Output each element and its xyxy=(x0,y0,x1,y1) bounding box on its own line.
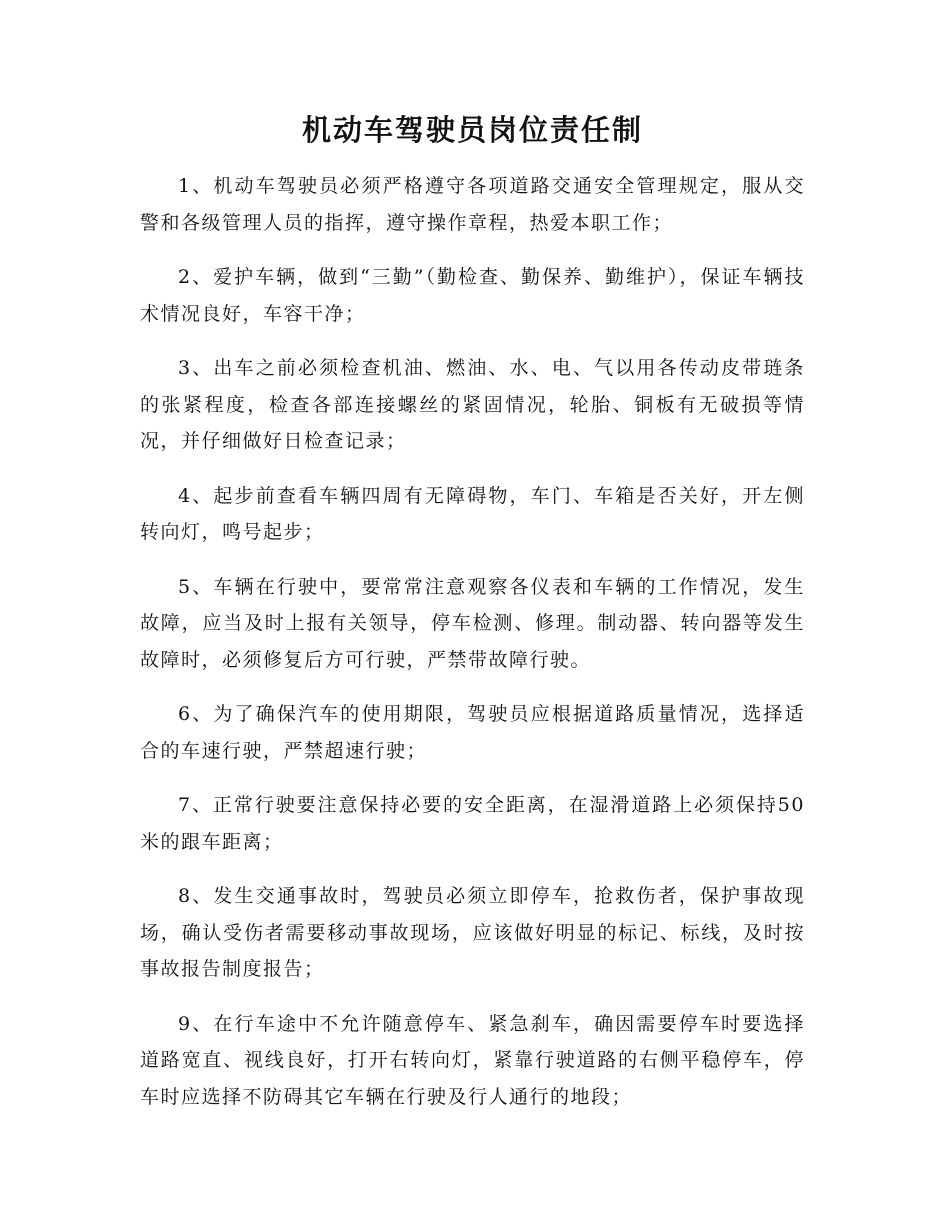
article-6: 6、为了确保汽车的使用期限，驾驶员应根据道路质量情况，选择适合的车速行驶，严禁超速行驶； xyxy=(140,703,805,762)
article-3: 3、出车之前必须检查机油、燃油、水、电、气以用各传动皮带琏条的张紧程度，检查各部连接螺丝的紧固情况，轮胎、铜板有无破损等情况，并仔细做好日检查记录； xyxy=(140,357,805,452)
article-1: 1、机动车驾驶员必须严格遵守各项道路交通安全管理规定，服从交警和各级管理人员的指挥，遵守操作章程，热爱本职工作； xyxy=(140,175,805,234)
document-title: 机动车驾驶员岗位责任制 xyxy=(301,113,643,147)
document-page xyxy=(140,110,805,1133)
article-8: 8、发生交通事故时，驾驶员必须立即停车，抢救伤者，保护事故现场，确认受伤者需要移动事故现场，应该做好明显的标记、标线，及时按事故报告制度报告； xyxy=(140,885,805,980)
article-list xyxy=(140,168,805,1115)
article-7: 7、正常行驶要注意保持必要的安全距离，在湿滑道路上必须保持50米的跟车距离； xyxy=(140,794,805,853)
article-9: 9、在行车途中不允许随意停车、紧急刹车，确因需要停车时要选择道路宽直、视线良好，打开右转向灯，紧靠行驶道路的右侧平稳停车，停车时应选择不防碍其它车辆在行驶及行人通行的地段； xyxy=(140,1012,805,1108)
article-5: 5、车辆在行驶中，要常常注意观察各仪表和车辆的工作情况，发生故障，应当及时上报有关领导，停车检测、修理。制动器、转向器等发生故障时，必须修复后方可行驶，严禁带故障行驶。 xyxy=(140,575,805,671)
article-4: 4、起步前查看车辆四周有无障碍物，车门、车箱是否关好，开左侧转向灯，鸣号起步； xyxy=(140,484,805,543)
article-2: 2、爱护车辆，做到“三勤”（勤检查、勤保养、勤维护），保证车辆技术情况良好，车容干净； xyxy=(140,266,805,325)
